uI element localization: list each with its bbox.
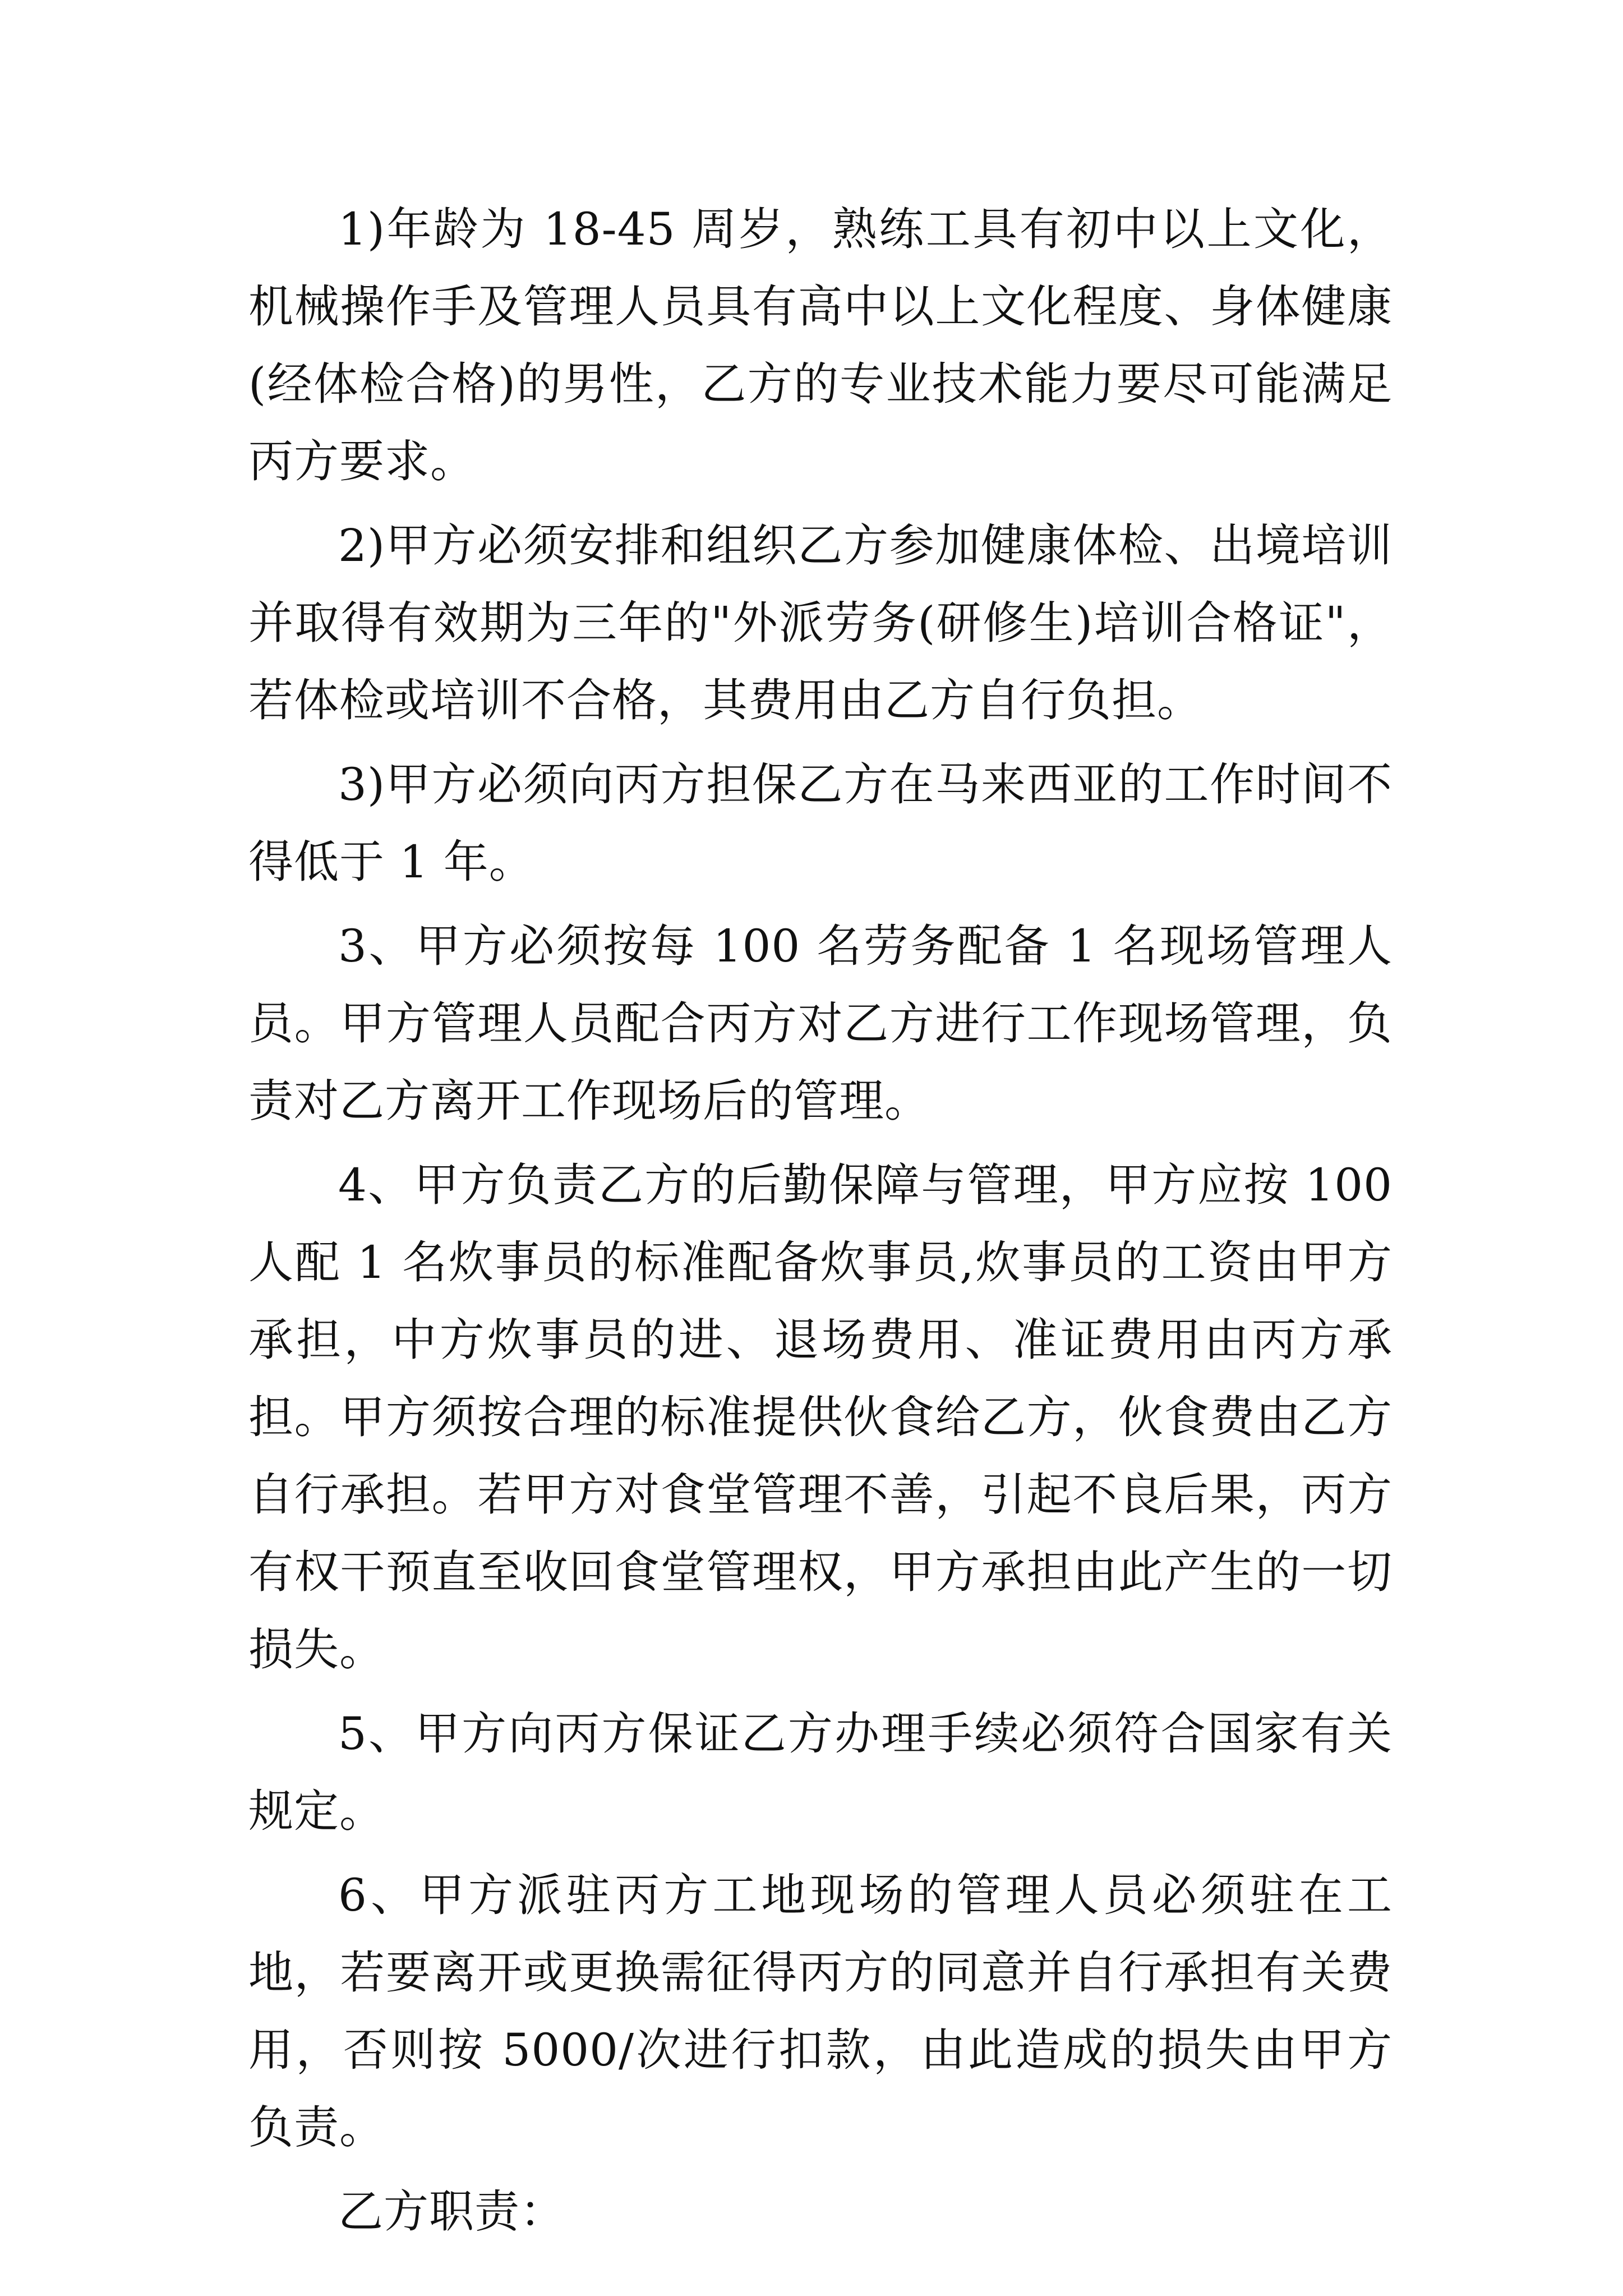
paragraph-clause-4: 4、甲方负责乙方的后勤保障与管理，甲方应按 100 人配 1 名炊事员的标准配备炊事员,炊事员的工资由甲方承担，中方炊事员的进、退场费用、准证费用由丙方承担。甲方须按合理的标准提供伙食给乙方，伙食费由乙方自行承担。若甲方对食堂管理不善，引起不良后果，丙方有权干预直至收回食堂管理权，甲方承担由此产生的一切损失。 (248, 1159, 1393, 1676)
paragraph-requirement-3: 3)甲方必须向丙方担保乙方在马来西亚的工作时间不得低于 1 年。 (248, 758, 1393, 888)
paragraph-clause-3: 3、甲方必须按每 100 名劳务配备 1 名现场管理人员。甲方管理人员配合丙方对乙方进行工作现场管理，负责对乙方离开工作现场后的管理。 (248, 920, 1393, 1127)
paragraph-requirement-2: 2)甲方必须安排和组织乙方参加健康体检、出境培训并取得有效期为三年的"外派劳务(研修生)培训合格证"，若体检或培训不合格，其费用由乙方自行负担。 (248, 519, 1393, 726)
paragraph-requirement-1: 1)年龄为 18-45 周岁，熟练工具有初中以上文化，机械操作手及管理人员具有高中以上文化程度、身体健康(经体检合格)的男性，乙方的专业技术能力要尽可能满足丙方要求。 (248, 203, 1393, 487)
paragraph-clause-5: 5、甲方向丙方保证乙方办理手续必须符合国家有关规定。 (248, 1708, 1393, 1837)
document-body (248, 191, 1393, 2257)
section-heading-party-b-duties: 乙方职责： (338, 2185, 565, 2238)
paragraph-clause-6: 6、甲方派驻丙方工地现场的管理人员必须驻在工地，若要离开或更换需征得丙方的同意并自行承担有关费用，否则按 5000/次进行扣款，由此造成的损失由甲方负责。 (248, 1869, 1393, 2154)
